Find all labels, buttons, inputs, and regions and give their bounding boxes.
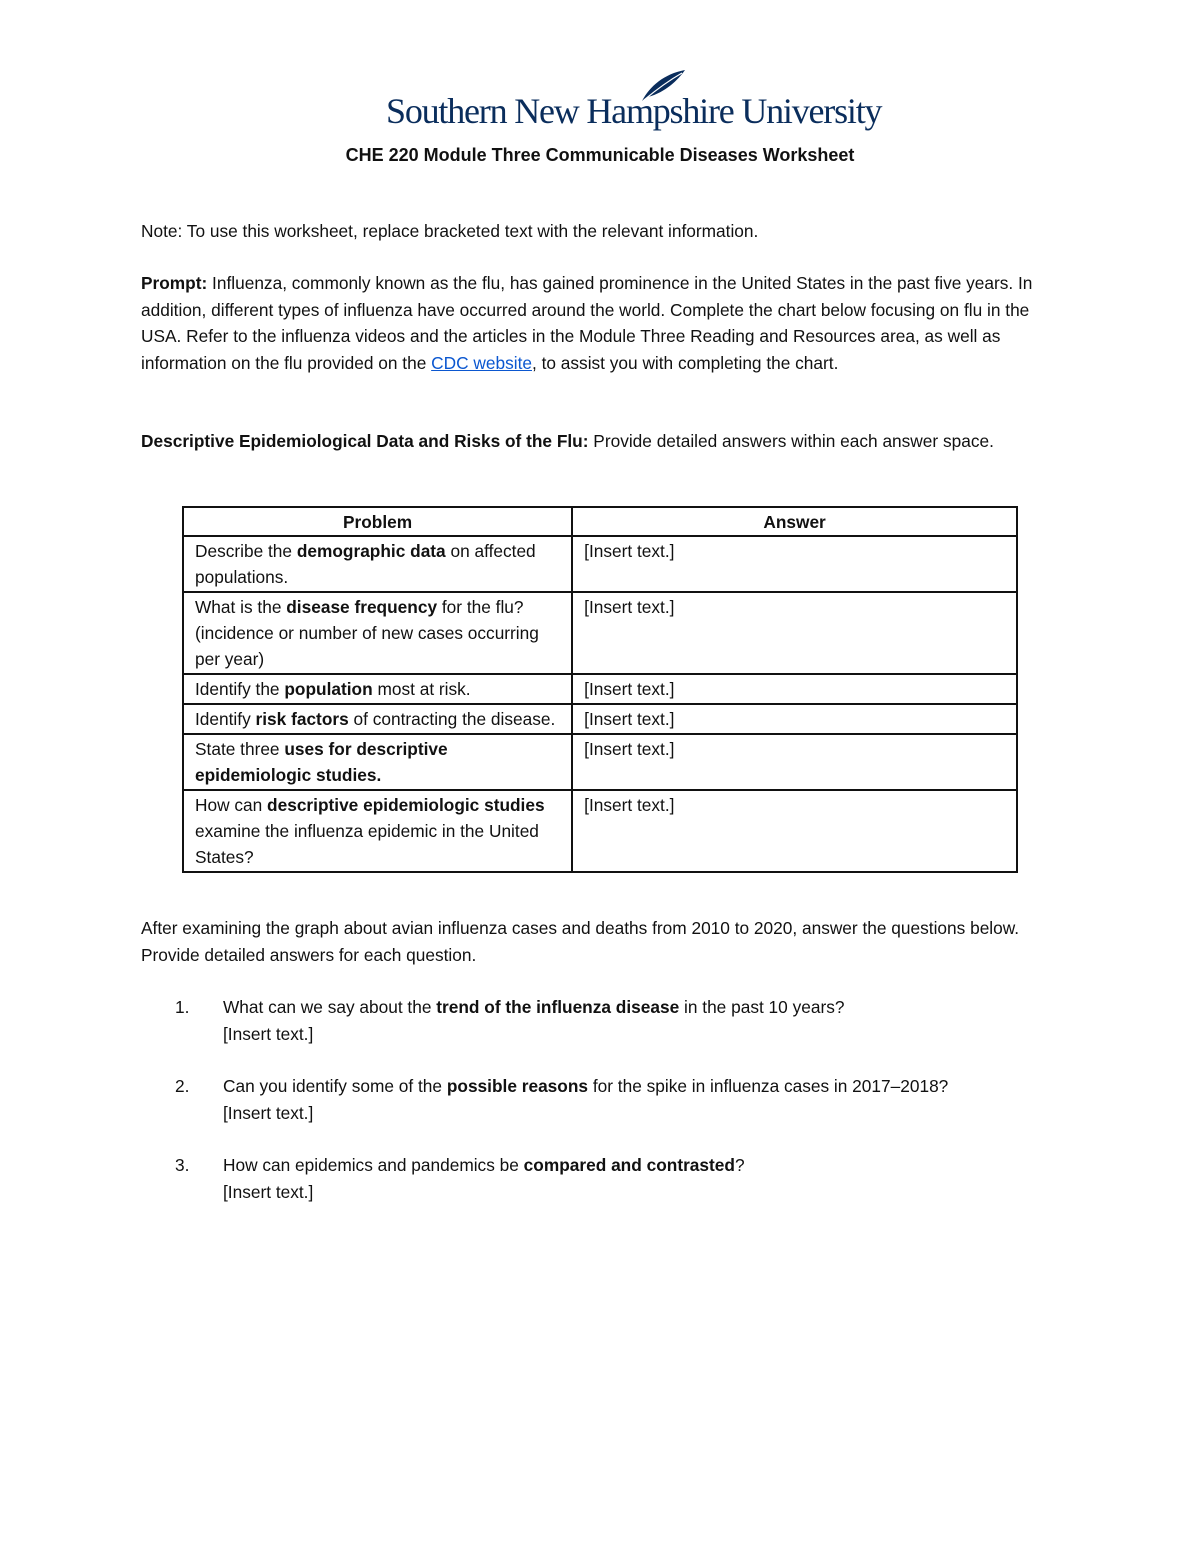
question-keyword: possible reasons	[446, 1076, 589, 1096]
question-number: 3.	[175, 1155, 190, 1175]
section-paragraph	[141, 428, 1061, 455]
table-row	[183, 734, 1017, 790]
question-part: for the spike in influenza cases in 2017–2018?	[588, 1076, 949, 1096]
problem-text: for the flu? (incidence or number of new cases occurring per year)	[195, 597, 539, 669]
table-row	[183, 704, 1017, 734]
question-keyword: compared and contrasted	[523, 1155, 735, 1175]
problem-text: State three	[195, 739, 285, 759]
epidemiology-table	[182, 506, 1018, 873]
answer-placeholder[interactable]: [Insert text.]	[223, 1102, 314, 1123]
answer-placeholder[interactable]: [Insert text.]	[223, 1023, 314, 1044]
section-label: Descriptive Epidemiological Data and Risks of the Flu:	[141, 431, 589, 451]
problem-keyword: demographic data	[296, 541, 446, 561]
cdc-website-link[interactable]: CDC website	[431, 352, 532, 373]
question-text	[223, 1152, 1061, 1179]
question-text	[223, 994, 1061, 1021]
problem-text: Identify the	[195, 679, 285, 699]
question-part: How can epidemics and pandemics be	[223, 1155, 524, 1175]
prompt-text: Influenza, commonly known as the flu, has gained prominence in the United States in the past five years. In addition, different types of influenza have occurred around the world. Complete the chart below focusing on flu in the USA. Refer to the influenza videos and the articles in the Module Three Reading and Resources area, as well as information on the flu provided on the	[141, 273, 1033, 373]
prompt-label: Prompt:	[141, 273, 208, 293]
problem-text: Identify	[195, 709, 256, 729]
note-label: Note:	[141, 221, 183, 241]
question-part: Can you identify some of the	[223, 1076, 447, 1096]
problem-text: most at risk.	[372, 679, 471, 699]
problem-keyword: population	[284, 679, 373, 699]
question-list	[141, 994, 1061, 1231]
list-item	[141, 994, 1061, 1047]
list-item	[141, 1073, 1061, 1126]
answer-cell[interactable]: [Insert text.]	[572, 536, 1017, 592]
answer-cell[interactable]: [Insert text.]	[572, 734, 1017, 790]
problem-keyword: disease frequency	[286, 597, 438, 617]
page-title: CHE 220 Module Three Communicable Diseases Worksheet	[345, 145, 855, 165]
question-part: What can we say about the	[223, 997, 437, 1017]
problem-cell	[183, 536, 572, 592]
table-header-row	[183, 507, 1017, 536]
problem-keyword: uses for descriptive epidemiologic studies.	[195, 739, 448, 785]
problem-text: examine the influenza epidemic in the United States?	[195, 821, 539, 867]
answer-cell[interactable]: [Insert text.]	[572, 704, 1017, 734]
list-item	[141, 1152, 1061, 1205]
graph-intro-paragraph: After examining the graph about avian influenza cases and deaths from 2010 to 2020, answer the questions below. Provide detailed answers for each question.	[141, 918, 1020, 965]
problem-text: Describe the	[195, 541, 297, 561]
question-keyword: trend of the influenza disease	[436, 997, 680, 1017]
question-part: in the past 10 years?	[679, 997, 845, 1017]
problem-text: What is the	[195, 597, 287, 617]
problem-text: on affected populations.	[195, 541, 536, 587]
problem-cell	[183, 734, 572, 790]
problem-cell	[183, 674, 572, 704]
note-text: To use this worksheet, replace bracketed text with the relevant information.	[182, 221, 759, 241]
problem-text: of contracting the disease.	[348, 709, 556, 729]
header-problem: Problem	[183, 507, 572, 536]
problem-cell	[183, 592, 572, 674]
question-number: 2.	[175, 1076, 190, 1096]
problem-keyword: risk factors	[255, 709, 349, 729]
answer-cell[interactable]: [Insert text.]	[572, 790, 1017, 872]
table-row	[183, 592, 1017, 674]
question-part: ?	[734, 1155, 745, 1175]
header-answer: Answer	[572, 507, 1017, 536]
problem-cell	[183, 790, 572, 872]
question-text	[223, 1073, 1061, 1100]
answer-placeholder[interactable]: [Insert text.]	[223, 1181, 314, 1202]
section-text: Provide detailed answers within each answer space.	[588, 431, 994, 451]
question-number: 1.	[175, 997, 190, 1017]
note-paragraph	[141, 218, 1061, 245]
problem-cell	[183, 704, 572, 734]
answer-cell[interactable]: [Insert text.]	[572, 674, 1017, 704]
prompt-text-end: , to assist you with completing the chart.	[531, 352, 839, 373]
problem-keyword: descriptive epidemiologic studies	[267, 795, 545, 815]
problem-text: How can	[195, 795, 268, 815]
table-row	[183, 536, 1017, 592]
table-row	[183, 790, 1017, 872]
university-logo	[386, 66, 882, 138]
answer-cell[interactable]: [Insert text.]	[572, 592, 1017, 674]
university-name: Southern New Hampshire University	[386, 91, 882, 131]
prompt-paragraph	[141, 270, 1061, 376]
table-row	[183, 674, 1017, 704]
